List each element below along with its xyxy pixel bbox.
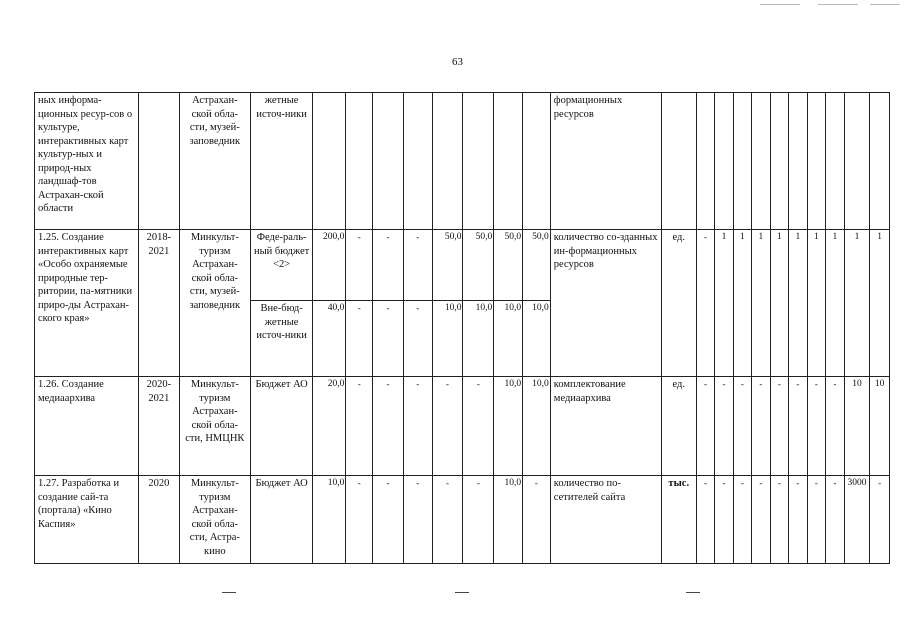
measure-name-cell: 1.27. Разработка и создание сай-та (портала) «Кино Каспия» xyxy=(35,476,139,564)
target-year-cell: - xyxy=(715,476,733,564)
unit-cell: тыс. xyxy=(661,476,696,564)
period-cell: 2020 xyxy=(138,476,179,564)
funding-year-cell: - xyxy=(403,230,432,301)
target-year-cell: 1 xyxy=(733,230,751,377)
period-cell xyxy=(138,93,179,230)
funding-year-cell: - xyxy=(432,377,463,476)
funding-year-cell: - xyxy=(373,230,404,301)
indicator-cell: количество по-сетителей сайта xyxy=(550,476,661,564)
target-year-cell: - xyxy=(789,377,807,476)
table-row xyxy=(35,230,890,301)
funding-year-cell xyxy=(432,93,463,230)
measure-name-cell: 1.25. Создание интерактивных карт «Особо охраняемые природные тер-ритории, па-мятники приро-ды Астрахан-ского края» xyxy=(35,230,139,377)
target-year-cell: 3000 xyxy=(844,476,870,564)
table-row xyxy=(35,93,890,230)
funding-year-cell: - xyxy=(373,476,404,564)
funding-total-cell: 200,0 xyxy=(313,230,346,301)
funding-year-cell: 10,0 xyxy=(523,301,551,377)
target-year-cell xyxy=(715,93,733,230)
funding-year-cell xyxy=(463,93,494,230)
table-row xyxy=(35,377,890,476)
executor-cell: Астрахан-ской обла-сти, музей-заповедник xyxy=(179,93,250,230)
target-year-cell xyxy=(789,93,807,230)
target-year-cell: 1 xyxy=(844,230,870,377)
target-year-cell: 1 xyxy=(752,230,770,377)
target-year-cell: - xyxy=(807,476,825,564)
target-year-cell: 1 xyxy=(789,230,807,377)
target-year-cell: - xyxy=(807,377,825,476)
scan-mark xyxy=(818,4,858,5)
funding-year-cell xyxy=(373,93,404,230)
funding-source-cell: Феде-раль-ный бюджет <2> xyxy=(250,230,313,301)
target-year-cell: - xyxy=(696,230,714,377)
funding-source-cell: Бюджет АО xyxy=(250,476,313,564)
target-year-cell: 1 xyxy=(826,230,844,377)
funding-year-cell: - xyxy=(463,476,494,564)
scan-mark xyxy=(870,4,900,5)
funding-total-cell: 40,0 xyxy=(313,301,346,377)
scan-mark xyxy=(222,592,236,593)
funding-year-cell: 10,0 xyxy=(494,377,523,476)
funding-source-cell: Вне-бюд-жетные источ-ники xyxy=(250,301,313,377)
executor-cell: Минкульт-туризм Астрахан-ской обла-сти, музей-заповедник xyxy=(179,230,250,377)
funding-source-cell: жетные источ-ники xyxy=(250,93,313,230)
target-year-cell: - xyxy=(826,476,844,564)
target-year-cell: 1 xyxy=(807,230,825,377)
funding-year-cell: - xyxy=(346,476,373,564)
funding-year-cell: - xyxy=(463,377,494,476)
indicator-cell: формационных ресурсов xyxy=(550,93,661,230)
funding-year-cell: 50,0 xyxy=(432,230,463,301)
funding-year-cell: - xyxy=(523,476,551,564)
funding-total-cell xyxy=(313,93,346,230)
target-year-cell xyxy=(752,93,770,230)
target-year-cell: - xyxy=(870,476,890,564)
executor-cell: Минкульт-туризм Астрахан-ской обла-сти, Астра-кино xyxy=(179,476,250,564)
funding-year-cell: - xyxy=(346,301,373,377)
unit-cell: ед. xyxy=(661,230,696,377)
funding-year-cell: - xyxy=(432,476,463,564)
target-year-cell xyxy=(826,93,844,230)
target-year-cell: 1 xyxy=(715,230,733,377)
funding-year-cell: 50,0 xyxy=(523,230,551,301)
funding-year-cell xyxy=(346,93,373,230)
target-year-cell: 1 xyxy=(770,230,788,377)
funding-year-cell: 10,0 xyxy=(523,377,551,476)
target-year-cell: - xyxy=(696,476,714,564)
funding-year-cell: - xyxy=(403,377,432,476)
funding-year-cell: 10,0 xyxy=(494,476,523,564)
funding-year-cell: 10,0 xyxy=(463,301,494,377)
funding-year-cell: 50,0 xyxy=(494,230,523,301)
target-year-cell: - xyxy=(752,476,770,564)
target-year-cell: - xyxy=(715,377,733,476)
target-year-cell: 1 xyxy=(870,230,890,377)
funding-year-cell: 50,0 xyxy=(463,230,494,301)
funding-year-cell: 10,0 xyxy=(432,301,463,377)
target-year-cell: 10 xyxy=(844,377,870,476)
target-year-cell xyxy=(770,93,788,230)
target-year-cell: - xyxy=(770,476,788,564)
funding-year-cell: - xyxy=(403,476,432,564)
scan-mark xyxy=(686,592,700,593)
funding-year-cell: - xyxy=(373,301,404,377)
target-year-cell: 10 xyxy=(870,377,890,476)
funding-year-cell: - xyxy=(346,230,373,301)
target-year-cell: - xyxy=(789,476,807,564)
funding-year-cell xyxy=(403,93,432,230)
funding-total-cell: 10,0 xyxy=(313,476,346,564)
target-year-cell: - xyxy=(696,377,714,476)
target-year-cell xyxy=(733,93,751,230)
scan-mark xyxy=(455,592,469,593)
measure-name-cell: 1.26. Создание медиаархива xyxy=(35,377,139,476)
funding-year-cell: - xyxy=(373,377,404,476)
funding-total-cell: 20,0 xyxy=(313,377,346,476)
target-year-cell xyxy=(807,93,825,230)
program-table xyxy=(34,92,890,564)
measure-name-cell: ных информа-ционных ресур-сов о культуре, интерактивных карт культур-ных и природ-ных ландшаф-тов Астрахан-ской области xyxy=(35,93,139,230)
target-year-cell: - xyxy=(733,377,751,476)
unit-cell xyxy=(661,93,696,230)
period-cell: 2020-2021 xyxy=(138,377,179,476)
funding-year-cell: - xyxy=(403,301,432,377)
page-number: 63 xyxy=(452,56,463,68)
target-year-cell: - xyxy=(733,476,751,564)
target-year-cell: - xyxy=(826,377,844,476)
executor-cell: Минкульт-туризм Астрахан-ской обла-сти, НМЦНК xyxy=(179,377,250,476)
funding-source-cell: Бюджет АО xyxy=(250,377,313,476)
table-row xyxy=(35,476,890,564)
scan-marks xyxy=(0,592,905,602)
target-year-cell xyxy=(844,93,870,230)
funding-year-cell xyxy=(523,93,551,230)
indicator-cell: количество со-зданных ин-формационных ресурсов xyxy=(550,230,661,377)
target-year-cell: - xyxy=(770,377,788,476)
target-year-cell xyxy=(696,93,714,230)
scan-mark xyxy=(760,4,800,5)
target-year-cell xyxy=(870,93,890,230)
unit-cell: ед. xyxy=(661,377,696,476)
indicator-cell: комплектование медиаархива xyxy=(550,377,661,476)
funding-year-cell: 10,0 xyxy=(494,301,523,377)
period-cell: 2018-2021 xyxy=(138,230,179,377)
funding-year-cell xyxy=(494,93,523,230)
funding-year-cell: - xyxy=(346,377,373,476)
target-year-cell: - xyxy=(752,377,770,476)
